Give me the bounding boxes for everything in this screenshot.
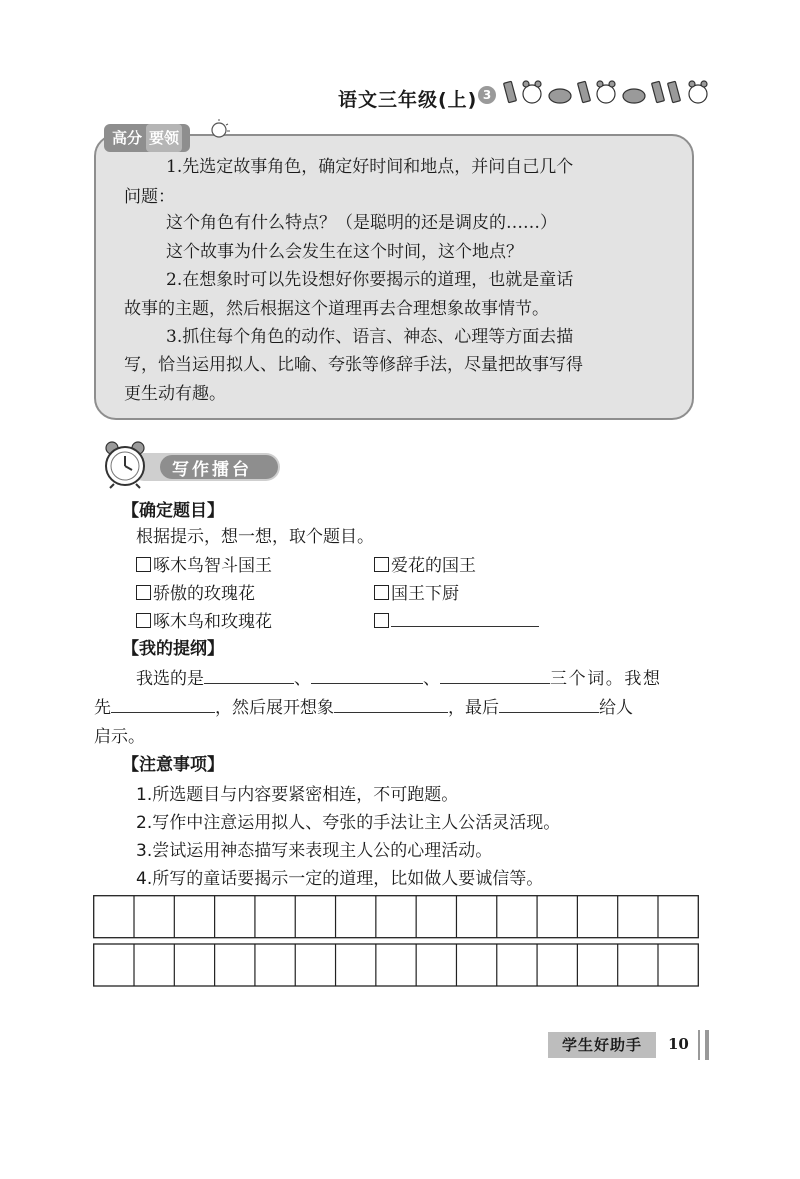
topic-option[interactable] [136,551,272,581]
tip-line: 故事的主题，然后根据这个道理再去合理想象故事情节。 [124,299,549,319]
cloud-icon [549,89,571,103]
tips-badge-label: 高分 [112,129,143,147]
plan-blank-3[interactable] [499,694,599,713]
word-blank-1[interactable] [204,665,294,684]
topic-option[interactable] [374,579,459,609]
outline-text: ，最后 [448,698,499,718]
outline-separator: 、 [423,669,440,689]
tip-line: 1.先选定故事角色，确定好时间和地点，并问自己几个 [166,157,574,177]
outline-text: 三个词。我想 [550,669,662,689]
note-item: 3.尝试运用神态描写来表现主人公的心理活动。 [136,841,493,861]
custom-topic-blank[interactable] [391,608,539,627]
topic-option-label: 骄傲的玫瑰花 [153,584,255,604]
clock-icon [523,81,541,103]
tips-badge [104,124,190,152]
topic-option[interactable] [374,551,476,581]
section-title: 写作擂台 [172,460,252,480]
pencil-icon [578,81,591,102]
cloud-icon [623,89,645,103]
topic-option-label: 啄木鸟和玫瑰花 [153,612,272,632]
topic-heading: 【确定题目】 [122,501,224,521]
word-blank-2[interactable] [311,665,423,684]
note-item: 1.所选题目与内容要紧密相连，不可跑题。 [136,785,459,805]
tip-line: 这个角色有什么特点？（是聪明的还是调皮的……） [166,213,557,233]
topic-option-label: 爱花的国王 [391,556,476,576]
page-number: 10 [668,1035,689,1053]
plan-blank-1[interactable] [111,694,215,713]
topic-option-label: 国王下厨 [391,584,459,604]
tip-line: 这个故事为什么会发生在这个时间，这个地点？ [166,242,523,262]
pencil-icon [668,81,681,102]
tip-line: 更生动有趣。 [124,384,226,404]
outline-text: 先 [94,698,111,718]
topic-option-custom[interactable] [374,607,539,637]
tip-line: 2.在想象时可以先设想好你要揭示的道理，也就是童话 [166,270,574,290]
word-blank-3[interactable] [440,665,550,684]
option-checkbox[interactable] [136,585,151,600]
outline-text: 给人 [599,698,633,718]
footer-decoration-bars [696,1030,712,1060]
tips-badge-label-secondary: 要领 [146,124,182,152]
outline-text: ，然后展开想象 [215,698,334,718]
option-checkbox[interactable] [374,613,389,628]
topic-instruction: 根据提示，想一想，取个题目。 [136,527,374,547]
option-checkbox[interactable] [374,585,389,600]
note-item: 4.所写的童话要揭示一定的道理，比如做人要诚信等。 [136,869,544,889]
footer-label: 学生好助手 [548,1032,656,1058]
outline-line-2 [94,693,633,723]
outline-heading: 【我的提纲】 [122,639,224,659]
outline-line-3: 启示。 [94,727,145,747]
tip-line: 3.抓住每个角色的动作、语言、神态、心理等方面去描 [166,327,574,347]
pencil-icon [652,81,665,102]
option-checkbox[interactable] [136,557,151,572]
volume-number-badge: 3 [478,86,496,104]
outline-text: 我选的是 [136,669,204,689]
plan-blank-2[interactable] [334,694,448,713]
option-checkbox[interactable] [374,557,389,572]
alarm-clock-icon [98,436,154,490]
header-decoration-icons [502,74,724,110]
clock-icon [597,81,615,103]
note-item: 2.写作中注意运用拟人、夸张的手法让主人公活灵活现。 [136,813,561,833]
outline-separator: 、 [294,669,311,689]
writing-grid[interactable] [93,895,699,987]
outline-line-1 [136,664,662,694]
topic-option[interactable] [136,579,255,609]
topic-option[interactable] [136,607,272,637]
tip-line: 问题： [124,187,175,207]
lightbulb-icon [206,118,232,144]
pencil-icon [504,81,517,102]
option-checkbox[interactable] [136,613,151,628]
page-header-title: 语文三年级(上) [338,89,478,111]
topic-option-label: 啄木鸟智斗国王 [153,556,272,576]
tip-line: 写，恰当运用拟人、比喻、夸张等修辞手法，尽量把故事写得 [124,355,583,375]
clock-icon [689,81,707,103]
notes-heading: 【注意事项】 [122,755,224,775]
